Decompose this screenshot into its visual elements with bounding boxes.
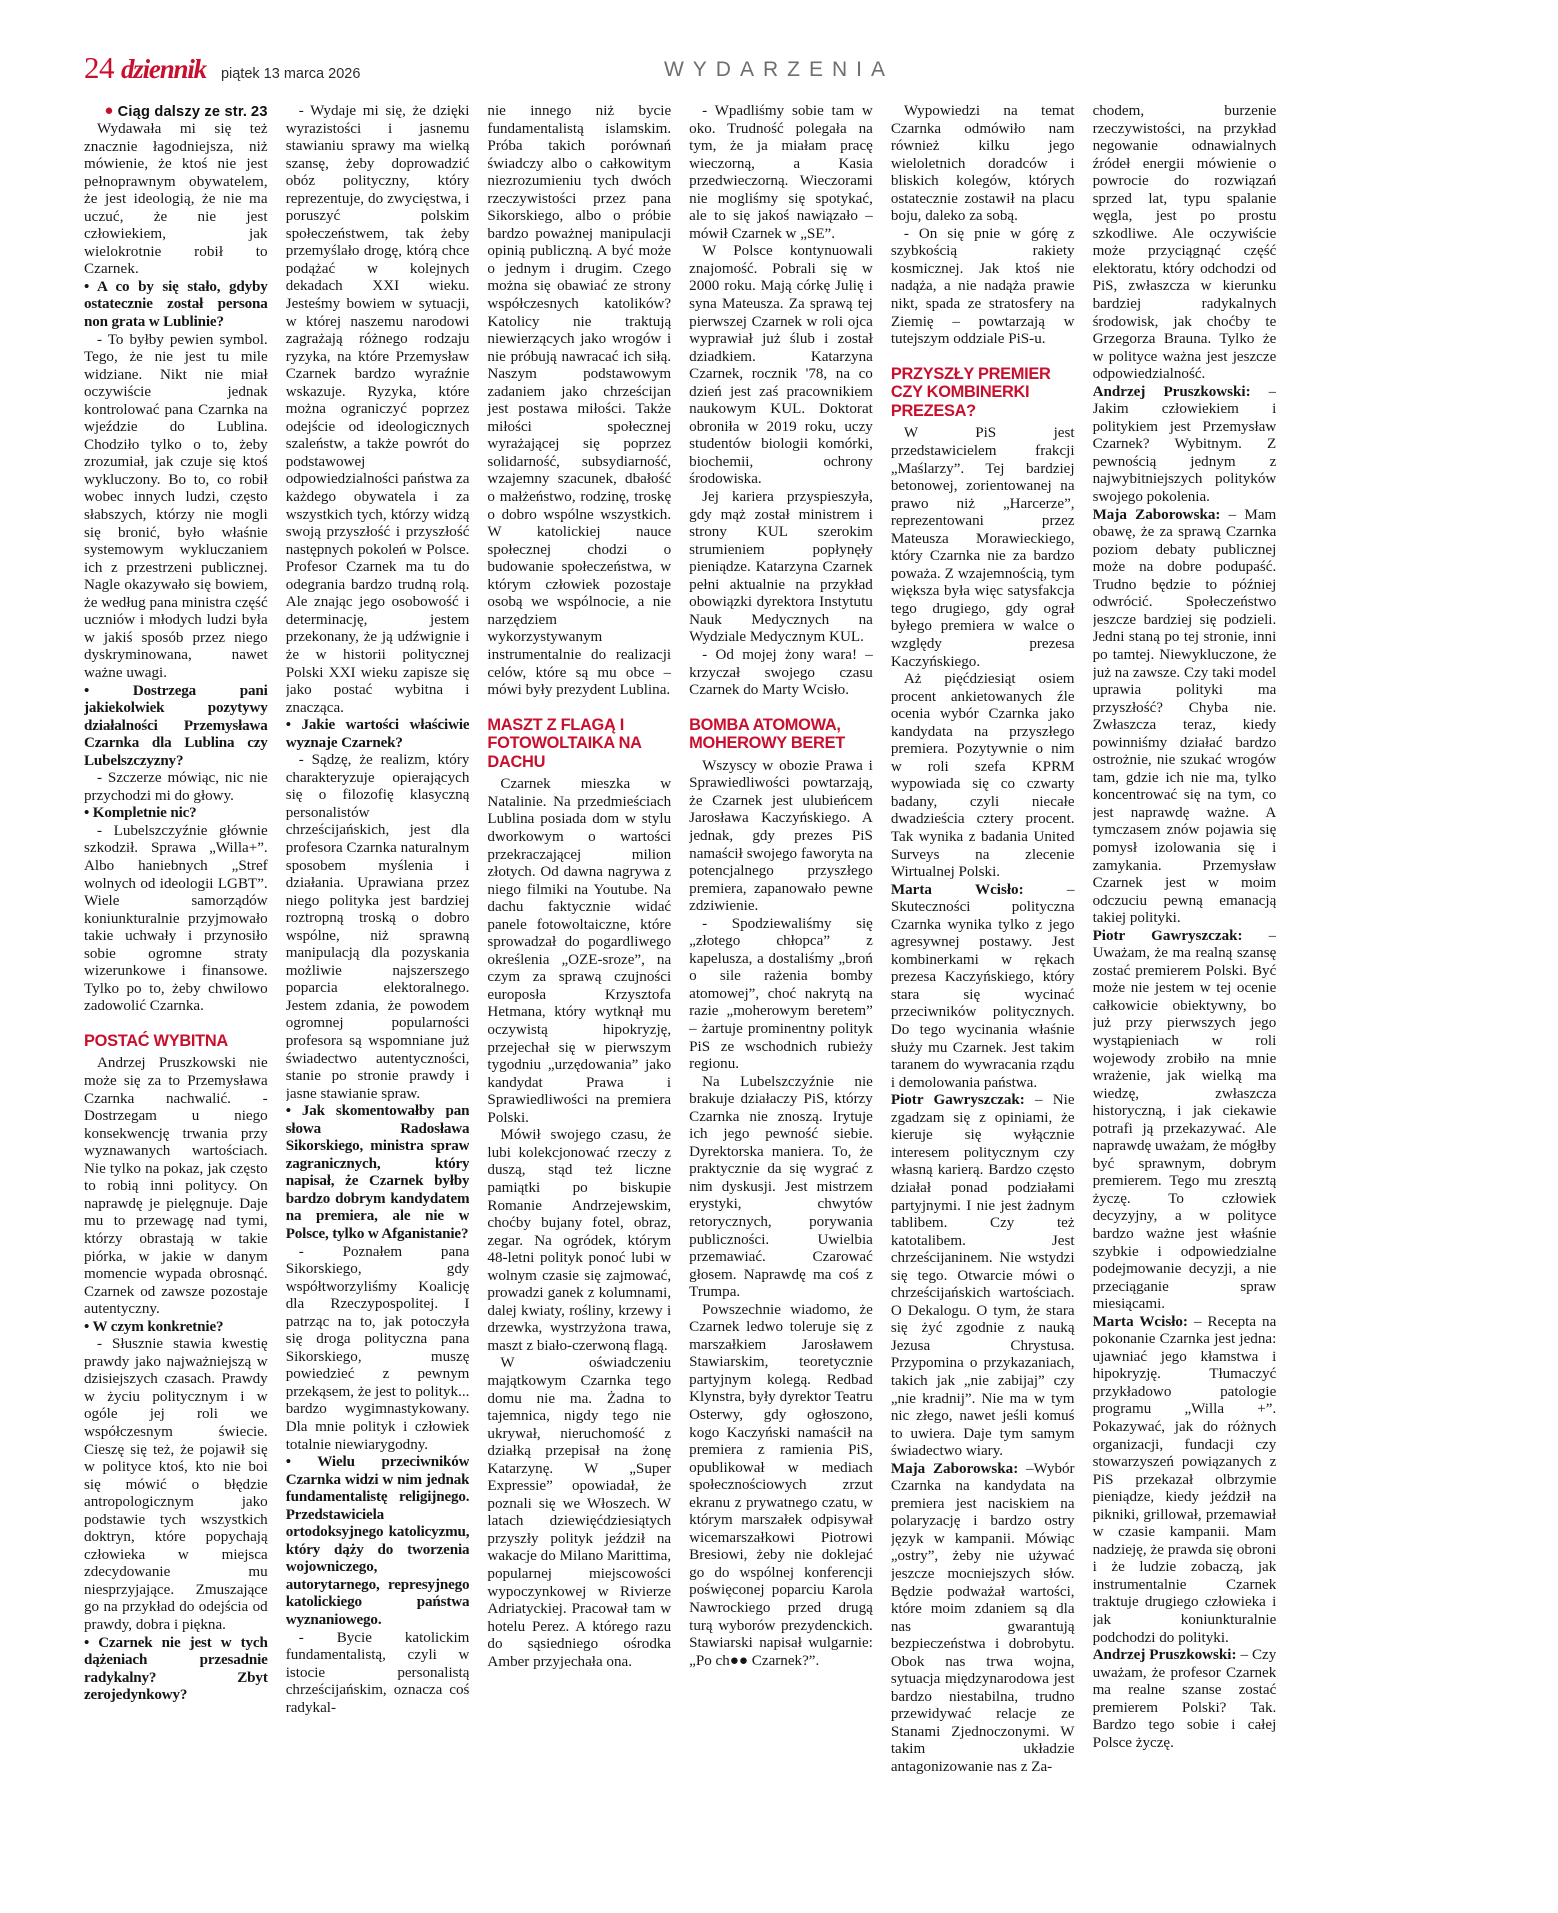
paragraph: - Poznałem pana Sikorskiego, gdy współtworzyliśmy Koalicję dla Rzeczypospolitej. I patrząc na to, jak potoczyła się droga polityczna pana Sikorskiego, muszę powiedzieć z pewnym przekąsem, że jest to polityk... bardzo wygimnastykowany. Dla mnie polityk i człowiek totalnie niewiarygodny.	[285, 1243, 470, 1453]
paragraph: - Szczerze mówiąc, nic nie przychodzi mi do głowy.	[84, 770, 268, 804]
paragraph: Jej kariera przyspieszyła, gdy mąż został ministrem i strony KUL szerokim strumieniem popłynęły pieniądze. Katarzyna Czarnek pełni aktualnie na przykład obowiązki dyrektora Instytutu Nauk Medycznych na Wydziale Medycznym KUL.	[689, 489, 873, 646]
speaker-name: Andrzej Pruszkowski:	[1092, 383, 1251, 400]
masthead	[0, 0, 1558, 92]
quote-paragraph: Piotr Gawryszczak: – Uważam, że ma realną szansę zostać premierem Polski. Być może nie jestem w tej ocenie całkowicie obiektywny, bo już przy pierwszych jego wystąpieniach w roli wojewody zrobiło na mnie wrażenie, jak wielką ma wiedzę, zwłaszcza historyczną, i jak ciekawie potrafi ją przekazywać. Ale naprawdę uważam, że mógłby być sprawnym, dobrym premierem. Tego mu zresztą życzę. To człowiek decyzyjny, a w polityce bardzo ważne jest właśnie szybkie i odpowiedzialne podejmowanie decyzji, a nie przeciąganie spraw miesiącami.	[1092, 927, 1277, 1313]
question: • Jak skomentowałby pan słowa Radosława Sikorskiego, ministra spraw zagranicznych, który napisał, że Czarnek byłby bardzo dobrym kandydatem na premiera, ale nie w Polsce, tylko w Afganistanie?	[285, 1103, 470, 1242]
speaker-name: Piotr Gawryszczak:	[1092, 927, 1243, 944]
paragraph: Na Lubelszczyźnie nie brakuje działaczy PiS, którzy Czarnka nie znoszą. Irytuje ich jego pewność siebie. Dyrektorska maniera. To, że praktycznie da się wygrać z nim dyskusji. Jest mistrzem erystyki, chwytów retorycznych, porywania publiczności. Uwielbia przemawiać. Czarować głosem. Naprawdę ma coś z Trumpa.	[689, 1073, 873, 1301]
quote-paragraph: Piotr Gawryszczak: – Nie zgadzam się z opiniami, że kieruje się wyłącznie interesem politycznym czy własną karierą. Bardzo często działał ponad podziałami partyjnymi. I nie jest żadnym tablibem. Czy też katotalibem. Jest chrześcijaninem. Nie wstydzi się tego. Otwarcie mówi o chrześcijańskich wartościach. O Dekalogu. O tym, że stara się żyć zgodnie z nauką Jezusa Chrystusa. Przypomina o przykazaniach, takich jak „nie zabijaj” czy „nie kradnij”. Nie ma w tym nic złego, nawet jeśli komuś to uwiera. Daje tym samym świadectwo wiary.	[890, 1092, 1075, 1460]
paragraph: - Wpadliśmy sobie tam w oko. Trudność polegała na tym, że ja miałam pracę wieczorną, a Kasia przedwieczorną. Wieczorami nie mogliśmy się spotykać, ale to się jakoś nawiązało – mówił Czarnek w „SE”.	[689, 103, 873, 242]
paragraph: chodem, burzenie rzeczywistości, na przykład negowanie odnawialnych źródeł energii mówienie o powrocie do rozwiązań sprzed lat, typu spalanie węgla, jest po prostu szkodliwe. Ale oczywiście może przyciągnąć część elektoratu, który odchodzi od PiS, zwłaszcza w kierunku bardziej radykalnych środowisk, jak choćby te Grzegorza Brauna. Tylko że w polityce ważna jest jeszcze odpowiedzialność.	[1092, 103, 1277, 383]
paragraph: - To byłby pewien symbol. Tego, że nie jest tu mile widziane. Nikt nie miał oczywiście jednak kontrolować pana Czarnka na wjeździe do Lublina. Chodziło tylko o to, żeby zrozumiał, jak czuje się ktoś wykluczony. Bo to, co robił wobec innych ludzi, często słabszych, którzy nie mogli się bronić, było właśnie systemowym wykluczaniem ich z przestrzeni publicznej. Nagle okazywało się bowiem, że według pana ministra część uczniów i młodych ludzi była w jakiś sposób przez niego dyskryminowana, nawet ważne uwagi.	[84, 331, 268, 681]
continued-page: 23	[250, 104, 268, 120]
paragraph: - Bycie katolickim fundamentalistą, czyli w istocie personalistą chrześcijańskim, oznacza coś radykal-	[285, 1629, 470, 1716]
paragraph: Czarnek mieszka w Natalinie. Na przedmieściach Lublina posiada dom w stylu dworkowym o wartości przekraczającej milion złotych. Od dawna nagrywa z niego filmiki na Youtube. Na dachu faktycznie widać panele fotowoltaiczne, które sprowadzał do pogardliwego określenia „OZE-sroze”, na czym za sprawą czujności europosła Krzysztofa Hetmana, który wytknął mu oczywistą hipokryzję, przejechał się w pierwszym tygodniu „urzędowania” jako kandydat Prawa i Sprawiedliwości na premiera Polski.	[487, 776, 672, 1126]
paragraph: W oświadczeniu majątkowym Czarnka tego domu nie ma. Żadna to tajemnica, nigdy tego nie ukrywał, nieruchomość z działką przepisał na żonę Katarzynę. W „Super Expressie” opowiadał, że poznali się we Włoszech. W latach dziewięćdziesiątych przyszły polityk jeździł na wakacje do Milano Marittima, popularnej miejscowości wypoczynkowej w Rivierze Adriatyckiej. Pracował tam w hotelu Perez. A którego razu do sąsiedniego ośrodka Amber przyjechała ona.	[487, 1355, 672, 1670]
column-1	[84, 103, 268, 1863]
section-title: WYDARZENIA	[663, 58, 894, 81]
speaker-name: Maja Zaborowska:	[890, 1460, 1019, 1477]
newspaper-logo: dziennik	[121, 54, 206, 84]
section-heading-postac-wybitna: POSTAĆ WYBITNA	[84, 1031, 228, 1050]
section-heading-maszt: MASZT Z FLAGĄ I FOTOWOLTAIKA NA DACHU	[487, 715, 642, 771]
paragraph: Wypowiedzi na temat Czarnka odmówiło nam również kilku jego wieloletnich doradców i bliskich kolegów, których ostatecznie zostawił na placu boju, daleko za sobą.	[890, 103, 1075, 225]
paragraph: Powszechnie wiadomo, że Czarnek ledwo toleruje się z marszałkiem Jarosławem Stawiarskim, teoretycznie partyjnym kolegą. Redbad Klynstra, były dyrektor Teatru Osterwy, gdy ogłoszono, kogo Kaczyński namaścił na premiera z ramienia PiS, opublikował w mediach społecznościowych zrzut ekranu z prywatnego czatu, w którym marszałek odpisywał wicemarszałkowi Piotrowi Bresiowi, żeby nie doklejać go do wspólnej konferencji poświęconej poparciu Karola Nawrockiego przed drugą turą wyborów prezydenckich. Stawiarski napisał wulgarnie: „Po ch●● Czarnek?”.	[689, 1301, 873, 1669]
column-3	[487, 103, 671, 1863]
article-columns	[84, 103, 1478, 1863]
paragraph: - Słusznie stawia kwestię prawdy jako najważniejszą w dzisiejszych czasach. Prawdy w życiu politycznym i w ogóle jej roli we współczesnym świecie. Cieszę się też, że pojawił się w polityce ktoś, kto nie boi się mówić o błędzie antropologicznym jako podstawie tych wszystkich doktryn, które popychają człowieka w miejsca zdecydowanie mu niesprzyjające. Zmuszające go na przykład do odejścia od prawdy, dobra i piękna.	[84, 1336, 268, 1633]
bullet-icon: ●	[104, 103, 114, 119]
quote-paragraph: Maja Zaborowska: –Wybór Czarnka na kandydata na premiera jest naciskiem na polaryzację i bardzo ostry język w kampanii. Mówiąc „ostry”, żeby nie używać jeszcze mocniejszych słów. Będzie podważał wartości, które moim zdaniem są dla nas gwarantują bezpieczeństwa i dobrobytu. Obok nas trwa wojna, sytuacja międzynarodowa jest bardzo niestabilna, trudno przewidywać relacje ze Stanami Zjednoczonymi. W takim układzie antagonizowanie nas z Za-	[890, 1460, 1075, 1775]
paragraph: - Wydaje mi się, że dzięki wyrazistości i jasnemu stawianiu sprawy ma wielką szansę, żeby doprowadzić obóz polityczny, który reprezentuje, do zwycięstwa, i poruszyć polskim społeczeństwem, tak żeby przemyślało drogę, którą chce podążać w kolejnych dekadach XXI wieku. Jesteśmy bowiem w sytuacji, w której naszemu narodowi zagrażają różnego rodzaju ryzyka, na które Przemysław Czarnek bardzo wyraźnie wskazuje. Ryzyka, które można ograniczyć poprzez odejście od ideologicznych szaleństw, a także powrót do podstawowej odpowiedzialności państwa za każdego obywatela i za wszystkich tych, którzy widzą swoją przyszłość i przyszłość następnych pokoleń w Polsce. Profesor Czarnek ma tu do odegrania bardzo trudną rolą. Ale znając jego osobowość i determinację, jestem przekonany, że ją udźwignie i że w historii politycznej Polski XXI wieku zapisze się jako postać wybitna i znacząca.	[285, 103, 470, 716]
quote-paragraph: Andrzej Pruszkowski: – Czy uważam, że profesor Czarnek ma realne szanse zostać premierem Polski? Tak. Bardzo tego sobie i całej Polsce życzę.	[1092, 1647, 1277, 1751]
paragraph: Andrzej Pruszkowski nie może się za to Przemysława Czarnka nachwalić. - Dostrzegam u niego konsekwencję trwania przy wyznawanych wartościach. Nie tylko na pokaz, jak często to robią inni politycy. On naprawdę je pielęgnuje. Daje mu to przewagę nad tymi, którzy obrastają w takie piórka, w jakie w danym momencie wypada obrosnąć. Czarnek od zawsze pozostaje autentyczny.	[84, 1055, 268, 1318]
continued-label: Ciąg dalszy ze str.	[117, 104, 248, 120]
paragraph: - Od mojej żony wara! – krzyczał swojego czasu Czarnek do Marty Wcisło.	[689, 646, 873, 699]
question: • Kompletnie nic?	[84, 805, 197, 822]
paragraph: Wydawała mi się też znacznie łagodniejsza, niż mówienie, że ktoś nie jest pełnoprawnym obywatelem, że jest ideologią, że nie ma uczuć, że nie jest człowiekiem, jak wielokrotnie robił to Czarnek.	[84, 121, 268, 278]
column-4	[689, 103, 873, 1863]
speaker-name: Marta Wcisło:	[1092, 1313, 1188, 1330]
section-heading-bomba: BOMBA ATOMOWA, MOHEROWY BERET	[689, 715, 845, 753]
issue-date: piątek 13 marca 2026	[220, 66, 361, 82]
section-heading-premier: PRZYSZŁY PREMIER CZY KOMBINERKI PREZESA?	[890, 364, 1051, 420]
question: • A co by się stało, gdyby ostatecznie został persona non grata w Lublinie?	[84, 278, 268, 331]
speaker-name: Andrzej Pruszkowski:	[1092, 1647, 1237, 1664]
paragraph: - On się pnie w górę z szybkością rakiety kosmicznej. Jak ktoś nie nadąża, a nie nadąża prawie nikt, spada ze stratosfery na Ziemię – powtarzają w tutejszym oddziale PiS-u.	[890, 225, 1075, 348]
paragraph: W PiS jest przedstawicielem frakcji „Maślarzy”. Tej bardziej betonowej, zorientowanej na prawo niż „Harcerze”, reprezentowani przez Mateusza Morawieckiego, który Czarnka nie za bardzo poważa. Z wzajemnością, tym większa była więc satysfakcja tego drugiego, gdy ograł byłego premiera w walce o względy prezesa Kaczyńskiego.	[890, 425, 1075, 670]
column-7-spacer	[1294, 103, 1478, 1863]
continued-from-note	[84, 103, 268, 120]
quote-paragraph: Marta Wcisło: – Skuteczności polityczna Czarnka wynika tylko z jego agresywnej postawy. Jest kombinerkami w rękach prezesa Kaczyńskiego, który stara się wycinać przeciwników politycznych. Do tego wycinania właśnie służy mu Czarnek. Jest takim taranem do wywracania rządu i demolowania państwa.	[890, 881, 1075, 1091]
question: • Wielu przeciwników Czarnka widzi w nim jednak fundamentalistę religijnego. Przedstawiciela ortodoksyjnego katolicyzmu, który dąży do tworzenia wojowniczego, autorytarnego, represyjnego katolickiego państwa wyznaniowego.	[285, 1454, 470, 1629]
speaker-name: Piotr Gawryszczak:	[890, 1092, 1025, 1109]
quote-paragraph: Andrzej Pruszkowski: – Jakim człowiekiem i politykiem jest Przemysław Czarnek? Wybitnym. Z pewnością jednym z najwybitniejszych polityków swojego pokolenia.	[1092, 383, 1277, 506]
column-2	[286, 103, 470, 1863]
quote-paragraph: Marta Wcisło: – Recepta na pokonanie Czarnka jest jedna: ujawniać jego kłamstwa i hipokryzję. Tłumaczyć przykładowo patologie programu „Willa +”. Pokazywać, jak do różnych organizacji, fundacji czy stowarzyszeń powiązanych z PiS przekazał olbrzymie pieniądze, kiedy jeździł na pikniki, grillował, przemawiał w czasie kampanii. Mam nadzieję, że prawda się obroni i że ludzie zobaczą, jak instrumentalnie Czarnek traktuje drugiego człowieka i jak koniunkturalnie podchodzi do polityki.	[1092, 1313, 1277, 1646]
page-number: 24	[84, 50, 114, 85]
paragraph: Wszyscy w obozie Prawa i Sprawiedliwości powtarzają, że Czarnek jest ulubieńcem Jarosława Kaczyńskiego. A jednak, gdy prezes PiS namaścił swojego faworyta na potencjalnego przyszłego premiera, zapanowało pewne zdziwienie.	[689, 757, 873, 915]
column-5	[891, 103, 1075, 1863]
speaker-name: Marta Wcisło:	[890, 881, 1024, 898]
question: • Dostrzega pani jakiekolwiek pozytywy działalności Przemysława Czarnka dla Lublina czy Lubelszczyzny?	[84, 682, 268, 769]
question: • Czarnek nie jest w tych dążeniach przesadnie radykalny? Zbyt zerojedynkowy?	[84, 1634, 268, 1704]
speaker-name: Maja Zaborowska:	[1092, 506, 1221, 523]
question: • W czym konkretnie?	[84, 1318, 224, 1335]
paragraph: nie innego niż bycie fundamentalistą islamskim. Próba takich porównań świadczy albo o całkowitym niezrozumieniu tych dwóch rzeczywistości przez pana Sikorskiego, albo o próbie bardzo poważnej manipulacji opinią publiczną. A być może o jednym i drugim. Czego można się obawiać ze strony współczesnych katolików? Katolicy nie traktują niewierzących jako wrogów i nie próbują nawracać ich siłą. Naszym podstawowym zadaniem jako chrześcijan jest postawa miłości. Także miłości społecznej wyrażającej się poprzez solidarność, subsydiarność, wzajemny szacunek, dbałość o małżeństwo, rodzinę, troskę o dobro wspólne wszystkich. W katolickiej nauce społecznej chodzi o budowanie społeczeństwa, w którym człowiek pozostaje osobą we wspólnocie, a nie narzędziem wykorzystywanym instrumentalnie do realizacji celów, które są mu obce – mówi były prezydent Lublina.	[487, 103, 672, 699]
column-6	[1093, 103, 1277, 1863]
paragraph: - Spodziewaliśmy się „złotego chłopca” z kapelusza, a dostaliśmy „broń o sile rażenia bomby atomowej”, choć nakrytą na razie „moherowym beretem” – żartuje prominentny polityk PiS ze wschodnich rubieży regionu.	[689, 915, 873, 1073]
question: • Jakie wartości właściwie wyznaje Czarnek?	[285, 717, 470, 751]
paragraph: Mówił swojego czasu, że lubi kolekcjonować rzeczy z duszą, stąd też liczne pamiątki po biskupie Romanie Andrzejewskim, choćby bujany fotel, obraz, zegar. Na ogródek, którym 48-letni polityk ponoć lubi w wolnym czasie się zajmować, prowadzi ganek z kolumnami, dalej kwiaty, rośliny, krzewy i drzewka, wystrzyżona trawa, maszt z biało-czerwoną flagą.	[487, 1127, 672, 1354]
paragraph: - Lubelszczyźnie głównie szkodził. Sprawa „Willa+”. Albo haniebnych „Stref wolnych od ideologii LGBT”. Wiele samorządów koniunkturalnie przyjmowało takie uchwały i przynosiło sobie ogromne straty wizerunkowe i finansowe. Tylko po to, żeby chwilowo zadowolić Czarnka.	[84, 822, 268, 1015]
quote-paragraph: Maja Zaborowska: – Mam obawę, że za sprawą Czarnka poziom debaty publicznej może na dobre podupaść. Trudno będzie to później odwrócić. Społeczeństwo jeszcze bardziej się podzieli. Jedni staną po tej stronie, inni po tamtej. Niewykluczone, że już na zawsze. Czy taki model uprawia polityki ma przyszłość? Chyba nie. Zwłaszcza teraz, kiedy powinniśmy działać bardzo ostrożnie, nie szukać wrogów tam, gdzie ich nie ma, tylko koncentrować się na tym, co jest naprawdę ważne. A tymczasem znów pojawia się pomysł izolowania się i zamykania. Przemysław Czarnek jest w moim odczuciu pewną emanacją takiej polityki.	[1092, 506, 1277, 927]
paragraph: - Sądzę, że realizm, który charakteryzuje opierających się o filozofię klasyczną personalistów chrześcijańskich, jest dla profesora Czarnka naturalnym sposobem myślenia i działania. Uprawiana przez niego polityka jest bardziej roztropną troską o dobro wspólne, niż sprawną manipulacją dla pozyskania możliwie najszerszego poparcia elektoralnego. Jestem zdania, że powodem ogromnej popularności profesora są wspomniane już świadectwo autentyczności, stanie po stronie prawdy i jasne stawianie spraw.	[285, 752, 470, 1102]
paragraph: Aż pięćdziesiąt osiem procent ankietowanych źle ocenia wybór Czarnka jako kandydata na przyszłego premiera. Pozytywnie o nim w roli szefa KPRM wypowiada się co czwarty badany, czyli niecałe dwadzieścia cztery procent. Tak wynika z badania United Surveys na zlecenie Wirtualnej Polski.	[890, 671, 1075, 881]
paragraph: W Polsce kontynuowali znajomość. Pobrali się w 2000 roku. Mają córkę Julię i syna Mateusza. Za sprawą tej pierwszej Czarnek w roli ojca wyprawiał już ślub i został dziadkiem. Katarzyna Czarnek, rocznik '78, na co dzień jest zaś pracownikiem naukowym KUL. Doktorat obroniła w 2019 roku, uczy studentów biologii komórki, biochemii, ochrony środowiska.	[689, 243, 873, 488]
